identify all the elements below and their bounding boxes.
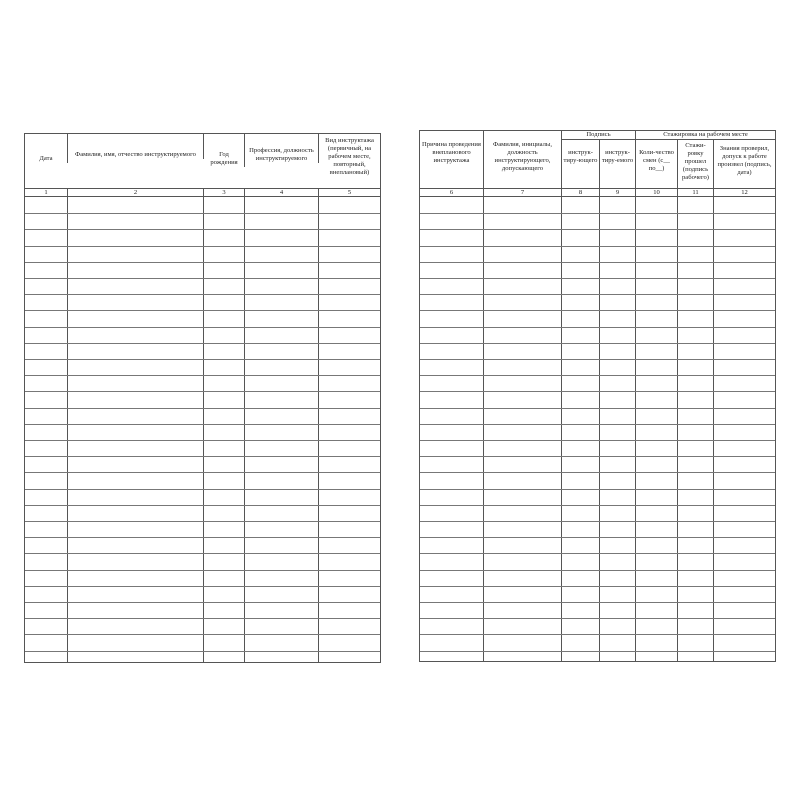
entry-row-line xyxy=(420,375,775,376)
entry-row-line xyxy=(25,424,380,425)
col-number: 12 xyxy=(741,189,748,196)
entry-row-line xyxy=(420,310,775,311)
col-number: 3 xyxy=(204,189,245,196)
column-divider xyxy=(318,197,319,662)
entry-row-line xyxy=(25,408,380,409)
entry-row-line xyxy=(420,246,775,247)
entry-row-line xyxy=(25,440,380,441)
entry-row-line xyxy=(420,602,775,603)
col-number: 2 xyxy=(68,189,204,196)
col-number: 5 xyxy=(347,189,352,196)
entry-row-line xyxy=(25,391,380,392)
entry-row-line xyxy=(420,408,775,409)
entry-row-line xyxy=(420,391,775,392)
col-instructor-name-header: Фамилия, инициалы, должность инструктирующего, допускающего xyxy=(484,131,562,188)
entry-row-line xyxy=(420,213,775,214)
entry-row-line xyxy=(25,456,380,457)
entry-row-line xyxy=(420,505,775,506)
entry-row-line xyxy=(25,229,380,230)
right-header-row xyxy=(420,131,775,189)
col-number: 10 xyxy=(636,189,678,196)
entry-row-line xyxy=(25,294,380,295)
entry-row-line xyxy=(420,278,775,279)
col-number: 4 xyxy=(245,189,319,196)
entry-row-line xyxy=(420,294,775,295)
entry-row-line xyxy=(420,229,775,230)
column-divider xyxy=(599,197,600,661)
entry-row-line xyxy=(25,634,380,635)
column-divider xyxy=(713,197,714,661)
left-entry-rows xyxy=(25,197,380,662)
entry-row-line xyxy=(420,618,775,619)
col-birth-year-header: Год рождения xyxy=(204,134,245,167)
column-divider xyxy=(635,197,636,661)
entry-row-line xyxy=(420,634,775,635)
column-divider xyxy=(677,197,678,661)
entry-row-line xyxy=(25,618,380,619)
left-journal-page xyxy=(24,133,381,663)
column-divider xyxy=(561,197,562,661)
entry-row-line xyxy=(420,343,775,344)
col-internship-completed-header: Стажи-ровку прошел (подпись рабочего) xyxy=(678,140,714,188)
entry-row-line xyxy=(25,553,380,554)
col-number: 6 xyxy=(420,189,484,196)
column-divider xyxy=(203,197,204,662)
col-number: 8 xyxy=(562,189,600,196)
entry-row-line xyxy=(420,570,775,571)
column-divider xyxy=(67,197,68,662)
col-number: 1 xyxy=(25,189,68,196)
entry-row-line xyxy=(25,262,380,263)
col-fullname-header: Фамилия, имя, отчество инструктируемого xyxy=(68,134,204,159)
entry-row-line xyxy=(420,489,775,490)
column-divider xyxy=(483,197,484,661)
entry-row-line xyxy=(420,440,775,441)
entry-row-line xyxy=(25,343,380,344)
entry-row-line xyxy=(25,472,380,473)
entry-row-line xyxy=(25,570,380,571)
col-instructor-signature-header: инструк-тиру-ющего xyxy=(562,140,600,188)
col-unplanned-reason-header: Причина проведения внепланового инструктажа xyxy=(420,131,484,188)
entry-row-line xyxy=(25,213,380,214)
entry-row-line xyxy=(25,278,380,279)
entry-row-line xyxy=(420,424,775,425)
col-shift-count-header: Коли-чество смен (с__ по__) xyxy=(636,140,678,188)
col-briefing-type-header: Вид инструктажа (первичный, на рабочем месте, повторный, внеплановый) xyxy=(325,137,374,176)
entry-row-line xyxy=(420,359,775,360)
right-entry-rows xyxy=(420,197,775,661)
entry-row-line xyxy=(25,602,380,603)
internship-group-header: Стажировка на рабочем месте xyxy=(636,131,775,140)
entry-row-line xyxy=(420,456,775,457)
entry-row-line xyxy=(25,537,380,538)
signature-group-header: Подпись xyxy=(562,131,636,140)
entry-row-line xyxy=(25,651,380,652)
col-knowledge-checked-header: Знания проверил, допуск к работе произвел (подпись, дата) xyxy=(717,145,772,176)
column-divider xyxy=(244,197,245,662)
col-trainee-signature-header: инструк-тиру-емого xyxy=(600,140,636,188)
right-column-numbers-row xyxy=(420,189,775,197)
col-number: 9 xyxy=(600,189,636,196)
entry-row-line xyxy=(420,262,775,263)
entry-row-line xyxy=(25,246,380,247)
entry-row-line xyxy=(25,489,380,490)
col-number: 11 xyxy=(678,189,714,196)
entry-row-line xyxy=(420,537,775,538)
entry-row-line xyxy=(420,586,775,587)
entry-row-line xyxy=(25,505,380,506)
entry-row-line xyxy=(25,521,380,522)
entry-row-line xyxy=(420,472,775,473)
left-header-row xyxy=(25,134,380,189)
col-number: 7 xyxy=(484,189,562,196)
col-profession-header: Профессия, должность инструктируемого xyxy=(245,134,319,163)
entry-row-line xyxy=(420,521,775,522)
entry-row-line xyxy=(420,327,775,328)
entry-row-line xyxy=(25,310,380,311)
entry-row-line xyxy=(25,375,380,376)
entry-row-line xyxy=(420,651,775,652)
entry-row-line xyxy=(25,327,380,328)
left-column-numbers-row xyxy=(25,189,380,197)
entry-row-line xyxy=(25,359,380,360)
right-journal-page xyxy=(419,130,776,662)
entry-row-line xyxy=(25,586,380,587)
entry-row-line xyxy=(420,553,775,554)
col-date-header: Дата xyxy=(25,134,68,163)
